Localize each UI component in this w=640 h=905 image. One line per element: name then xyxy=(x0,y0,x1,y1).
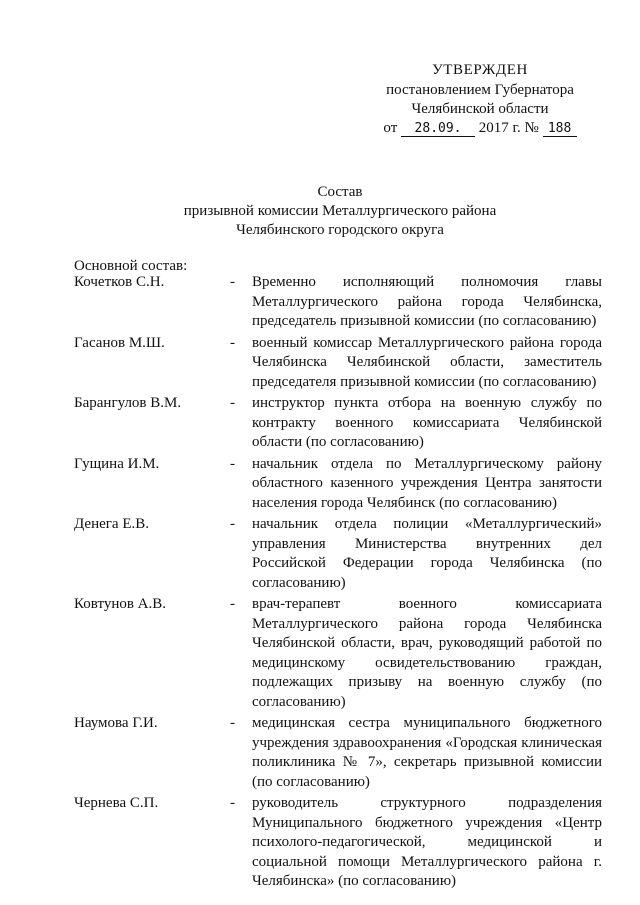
member-name: Гасанов М.Ш. xyxy=(74,334,165,351)
approval-block xyxy=(360,61,600,139)
member-dash: - xyxy=(230,395,235,411)
member-dash: - xyxy=(230,596,235,612)
member-dash: - xyxy=(230,334,235,351)
member-row xyxy=(74,273,602,332)
approval-from-prefix: от xyxy=(383,120,398,136)
member-dash: - xyxy=(230,274,235,290)
member-name: Барангулов В.М. xyxy=(74,395,182,411)
member-role: руководитель структурного подразделения Муниципального бюджетного учреждения «Центр психолого-педагогической, медицинской и социальной помощи Металлургического района г. Челябинска» (по согласованию) xyxy=(252,795,602,889)
heading-line-1: Состав xyxy=(317,184,363,200)
approval-title: УТВЕРЖДЕН xyxy=(432,62,528,78)
heading-line-2: призывной комиссии Металлургического района xyxy=(183,203,497,219)
member-role: врач-терапевт военного комиссариата Металлургического района города Челябинска Челябинской области, врач, руководящий работой по медицинскому освидетельствованию граждан, подлежащих призыву на военную службу (по согласованию) xyxy=(252,596,602,710)
member-role: начальник отдела по Металлургическому району областного казенного учреждения Центра занятости населения города Челябинск (по согласованию) xyxy=(252,455,602,511)
approval-date: 28.09. xyxy=(401,121,475,137)
approval-year-number: 2017 г. № xyxy=(478,120,539,136)
member-row xyxy=(74,714,602,792)
member-name: Ковтунов А.В. xyxy=(74,596,167,612)
member-row xyxy=(74,515,602,593)
member-role: Временно исполняющий полномочия главы Металлургического района города Челябинска, председатель призывной комиссии (по согласованию) xyxy=(252,274,602,329)
approval-line-2: Челябинской области xyxy=(411,101,549,117)
member-dash: - xyxy=(230,715,235,731)
member-dash: - xyxy=(230,455,235,472)
approval-line-1: постановлением Губернатора xyxy=(386,82,574,98)
member-role: инструктор пункта отбора на военную службу по контракту военного комиссариата Челябинской области (по согласованию) xyxy=(252,395,602,450)
members-list xyxy=(74,273,602,892)
heading-line-3: Челябинского городского округа xyxy=(236,222,444,238)
section-label: Основной состав: xyxy=(74,258,188,274)
member-name: Гущина И.М. xyxy=(74,455,160,472)
member-name: Наумова Г.И. xyxy=(74,715,158,731)
approval-date-line xyxy=(360,119,600,139)
member-dash: - xyxy=(230,516,235,532)
member-row xyxy=(74,595,602,712)
member-role: военный комиссар Металлургического района города Челябинска Челябинской области, заместитель председателя призывной комиссии (по согласованию) xyxy=(252,334,602,390)
document-heading xyxy=(140,183,540,240)
member-name: Чернева С.П. xyxy=(74,795,159,811)
member-row xyxy=(74,455,602,514)
member-role: начальник отдела полиции «Металлургический» управления Министерства внутренних дел Российской Федерации города Челябинска (по согласованию) xyxy=(252,516,602,591)
member-row xyxy=(74,394,602,453)
member-dash: - xyxy=(230,795,235,811)
member-name: Денега Е.В. xyxy=(74,516,149,532)
member-role: медицинская сестра муниципального бюджетного учреждения здравоохранения «Городская клиническая поликлиника № 7», секретарь призывной комиссии (по согласованию) xyxy=(252,715,602,790)
member-row xyxy=(74,794,602,892)
approval-number: 188 xyxy=(543,121,577,137)
member-row xyxy=(74,334,602,393)
member-name: Кочетков С.Н. xyxy=(74,274,165,290)
